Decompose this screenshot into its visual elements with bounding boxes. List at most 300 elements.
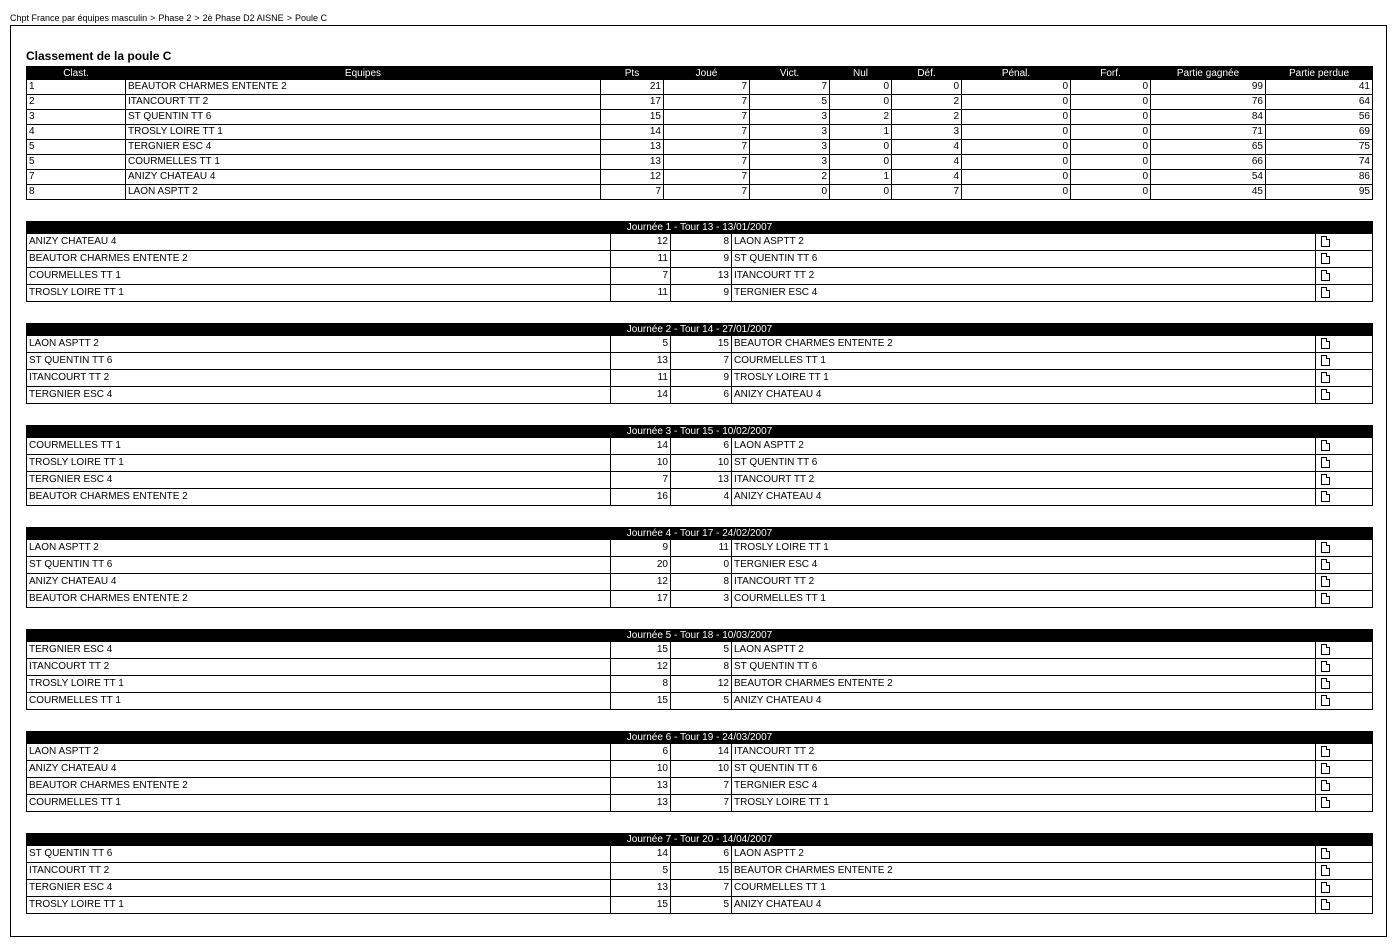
home-team-cell[interactable]: TROSLY LOIRE TT 1 — [27, 455, 611, 472]
home-team-cell[interactable]: COURMELLES TT 1 — [27, 795, 611, 812]
away-team-cell[interactable]: COURMELLES TT 1 — [732, 591, 1316, 608]
document-icon[interactable] — [1321, 899, 1330, 910]
stat-cell: 76 — [1151, 95, 1266, 110]
match-row — [27, 778, 1373, 795]
team-name-cell[interactable]: LAON ASPTT 2 — [126, 185, 601, 200]
match-sheet-cell — [1316, 778, 1373, 795]
document-icon[interactable] — [1321, 882, 1330, 893]
team-name-cell[interactable]: ANIZY CHATEAU 4 — [126, 170, 601, 185]
home-score-cell: 16 — [611, 489, 671, 506]
home-score-cell: 9 — [611, 540, 671, 557]
home-score-cell: 13 — [611, 795, 671, 812]
stat-cell: 0 — [962, 140, 1071, 155]
stat-cell: 1 — [830, 125, 892, 140]
breadcrumb-item: Poule C — [294, 13, 327, 23]
page-title: Classement de la poule C — [26, 49, 172, 63]
document-icon[interactable] — [1321, 644, 1330, 655]
away-team-cell[interactable]: TROSLY LOIRE TT 1 — [732, 540, 1316, 557]
away-score-cell: 13 — [671, 268, 732, 285]
breadcrumb-item[interactable]: 2è Phase D2 AISNE — [202, 13, 284, 23]
ranking-column-header: Forf. — [1071, 67, 1151, 80]
ranking-column-header: Pts — [601, 67, 664, 80]
stat-cell: 13 — [601, 140, 664, 155]
home-score-cell: 15 — [611, 642, 671, 659]
document-icon[interactable] — [1321, 287, 1330, 298]
away-team-cell[interactable]: TERGNIER ESC 4 — [732, 778, 1316, 795]
stat-cell: 12 — [601, 170, 664, 185]
stat-cell: 17 — [601, 95, 664, 110]
stat-cell: 3 — [892, 125, 962, 140]
home-team-cell[interactable]: LAON ASPTT 2 — [27, 540, 611, 557]
document-icon[interactable] — [1321, 389, 1330, 400]
stat-cell: 0 — [1071, 110, 1151, 125]
round-table — [26, 833, 1373, 914]
breadcrumb-separator: > — [194, 13, 200, 23]
away-score-cell: 10 — [671, 761, 732, 778]
stat-cell: 95 — [1266, 185, 1373, 200]
home-team-cell[interactable]: TERGNIER ESC 4 — [27, 880, 611, 897]
away-team-cell[interactable]: ANIZY CHATEAU 4 — [732, 693, 1316, 710]
home-score-cell: 12 — [611, 659, 671, 676]
home-score-cell: 20 — [611, 557, 671, 574]
match-sheet-cell — [1316, 438, 1373, 455]
rank-cell: 8 — [27, 185, 126, 200]
away-score-cell: 9 — [671, 251, 732, 268]
home-score-cell: 5 — [611, 336, 671, 353]
home-team-cell[interactable]: ST QUENTIN TT 6 — [27, 353, 611, 370]
round-title: Journée 7 - Tour 20 - 14/04/2007 — [27, 834, 1373, 846]
home-score-cell: 5 — [611, 863, 671, 880]
away-score-cell: 15 — [671, 863, 732, 880]
document-icon[interactable] — [1321, 338, 1330, 349]
match-row — [27, 591, 1373, 608]
stat-cell: 7 — [664, 185, 750, 200]
team-name-cell[interactable]: TROSLY LOIRE TT 1 — [126, 125, 601, 140]
match-row — [27, 761, 1373, 778]
rank-cell: 5 — [27, 155, 126, 170]
away-team-cell[interactable]: ITANCOURT TT 2 — [732, 744, 1316, 761]
document-icon[interactable] — [1321, 695, 1330, 706]
ranking-row — [27, 110, 1373, 125]
match-sheet-cell — [1316, 489, 1373, 506]
match-row — [27, 472, 1373, 489]
away-team-cell[interactable]: LAON ASPTT 2 — [732, 642, 1316, 659]
away-team-cell[interactable]: ITANCOURT TT 2 — [732, 472, 1316, 489]
stat-cell: 4 — [892, 155, 962, 170]
stat-cell: 0 — [962, 80, 1071, 95]
ranking-column-header: Vict. — [750, 67, 830, 80]
stat-cell: 45 — [1151, 185, 1266, 200]
stat-cell: 0 — [962, 185, 1071, 200]
match-sheet-cell — [1316, 387, 1373, 404]
away-score-cell: 6 — [671, 846, 732, 863]
stat-cell: 41 — [1266, 80, 1373, 95]
match-sheet-cell — [1316, 846, 1373, 863]
home-score-cell: 7 — [611, 472, 671, 489]
home-team-cell[interactable]: BEAUTOR CHARMES ENTENTE 2 — [27, 591, 611, 608]
stat-cell: 2 — [830, 110, 892, 125]
home-team-cell[interactable]: ST QUENTIN TT 6 — [27, 557, 611, 574]
match-sheet-cell — [1316, 676, 1373, 693]
match-row — [27, 285, 1373, 302]
home-score-cell: 11 — [611, 251, 671, 268]
home-score-cell: 17 — [611, 591, 671, 608]
ranking-row — [27, 155, 1373, 170]
stat-cell: 0 — [1071, 80, 1151, 95]
document-icon[interactable] — [1321, 542, 1330, 553]
stat-cell: 14 — [601, 125, 664, 140]
away-score-cell: 8 — [671, 574, 732, 591]
home-score-cell: 13 — [611, 778, 671, 795]
stat-cell: 4 — [892, 170, 962, 185]
stat-cell: 2 — [750, 170, 830, 185]
away-score-cell: 12 — [671, 676, 732, 693]
away-team-cell[interactable]: TERGNIER ESC 4 — [732, 285, 1316, 302]
rank-cell: 2 — [27, 95, 126, 110]
stat-cell: 7 — [664, 80, 750, 95]
away-score-cell: 7 — [671, 880, 732, 897]
home-team-cell[interactable]: ITANCOURT TT 2 — [27, 659, 611, 676]
stat-cell: 7 — [664, 140, 750, 155]
document-icon[interactable] — [1321, 457, 1330, 468]
round-table — [26, 731, 1373, 812]
home-team-cell[interactable]: ITANCOURT TT 2 — [27, 370, 611, 387]
home-score-cell: 7 — [611, 268, 671, 285]
home-team-cell[interactable]: BEAUTOR CHARMES ENTENTE 2 — [27, 251, 611, 268]
stat-cell: 7 — [601, 185, 664, 200]
document-icon[interactable] — [1321, 440, 1330, 451]
home-team-cell[interactable]: ITANCOURT TT 2 — [27, 863, 611, 880]
document-icon[interactable] — [1321, 865, 1330, 876]
stat-cell: 0 — [1071, 140, 1151, 155]
match-row — [27, 642, 1373, 659]
ranking-column-header: Nul — [830, 67, 892, 80]
document-icon[interactable] — [1321, 780, 1330, 791]
home-team-cell[interactable]: COURMELLES TT 1 — [27, 268, 611, 285]
match-sheet-cell — [1316, 880, 1373, 897]
match-sheet-cell — [1316, 642, 1373, 659]
away-team-cell[interactable]: TROSLY LOIRE TT 1 — [732, 370, 1316, 387]
home-score-cell: 13 — [611, 880, 671, 897]
match-row — [27, 795, 1373, 812]
stat-cell: 4 — [892, 140, 962, 155]
stat-cell: 3 — [750, 125, 830, 140]
stat-cell: 13 — [601, 155, 664, 170]
round-title: Journée 5 - Tour 18 - 10/03/2007 — [27, 630, 1373, 642]
away-score-cell: 13 — [671, 472, 732, 489]
match-row — [27, 251, 1373, 268]
document-icon[interactable] — [1321, 474, 1330, 485]
match-sheet-cell — [1316, 234, 1373, 251]
away-score-cell: 5 — [671, 897, 732, 914]
stat-cell: 21 — [601, 80, 664, 95]
away-team-cell[interactable]: BEAUTOR CHARMES ENTENTE 2 — [732, 863, 1316, 880]
match-row — [27, 693, 1373, 710]
match-row — [27, 863, 1373, 880]
stat-cell: 15 — [601, 110, 664, 125]
home-score-cell: 10 — [611, 761, 671, 778]
away-team-cell[interactable]: ST QUENTIN TT 6 — [732, 251, 1316, 268]
stat-cell: 3 — [750, 110, 830, 125]
home-score-cell: 13 — [611, 353, 671, 370]
round-table — [26, 425, 1373, 506]
home-team-cell[interactable]: TERGNIER ESC 4 — [27, 642, 611, 659]
stat-cell: 66 — [1151, 155, 1266, 170]
match-row — [27, 846, 1373, 863]
home-score-cell: 15 — [611, 693, 671, 710]
stat-cell: 0 — [830, 80, 892, 95]
stat-cell: 0 — [962, 95, 1071, 110]
away-team-cell[interactable]: ANIZY CHATEAU 4 — [732, 489, 1316, 506]
away-team-cell[interactable]: COURMELLES TT 1 — [732, 353, 1316, 370]
document-icon[interactable] — [1321, 848, 1330, 859]
document-icon[interactable] — [1321, 253, 1330, 264]
match-sheet-cell — [1316, 285, 1373, 302]
ranking-column-header: Joué — [664, 67, 750, 80]
team-name-cell[interactable]: TERGNIER ESC 4 — [126, 140, 601, 155]
away-score-cell: 7 — [671, 778, 732, 795]
stat-cell: 7 — [892, 185, 962, 200]
match-row — [27, 744, 1373, 761]
round-title: Journée 4 - Tour 17 - 24/02/2007 — [27, 528, 1373, 540]
stat-cell: 69 — [1266, 125, 1373, 140]
stat-cell: 7 — [664, 170, 750, 185]
home-score-cell: 14 — [611, 387, 671, 404]
round-table — [26, 323, 1373, 404]
stat-cell: 0 — [750, 185, 830, 200]
home-score-cell: 11 — [611, 370, 671, 387]
rank-cell: 1 — [27, 80, 126, 95]
stat-cell: 64 — [1266, 95, 1373, 110]
away-team-cell[interactable]: LAON ASPTT 2 — [732, 438, 1316, 455]
away-team-cell[interactable]: BEAUTOR CHARMES ENTENTE 2 — [732, 336, 1316, 353]
ranking-column-header: Pénal. — [962, 67, 1071, 80]
home-score-cell: 8 — [611, 676, 671, 693]
match-row — [27, 489, 1373, 506]
stat-cell: 74 — [1266, 155, 1373, 170]
stat-cell: 0 — [1071, 155, 1151, 170]
round-title: Journée 6 - Tour 19 - 24/03/2007 — [27, 732, 1373, 744]
rank-cell: 4 — [27, 125, 126, 140]
stat-cell: 65 — [1151, 140, 1266, 155]
stat-cell: 1 — [830, 170, 892, 185]
breadcrumb-separator: > — [150, 13, 156, 23]
round-title: Journée 2 - Tour 14 - 27/01/2007 — [27, 324, 1373, 336]
breadcrumb — [10, 13, 327, 23]
ranking-table — [26, 66, 1373, 200]
match-row — [27, 574, 1373, 591]
ranking-row — [27, 185, 1373, 200]
away-team-cell[interactable]: ST QUENTIN TT 6 — [732, 455, 1316, 472]
document-icon[interactable] — [1321, 576, 1330, 587]
document-icon[interactable] — [1321, 270, 1330, 281]
document-icon[interactable] — [1321, 491, 1330, 502]
round-table — [26, 629, 1373, 710]
document-icon[interactable] — [1321, 559, 1330, 570]
away-team-cell[interactable]: ITANCOURT TT 2 — [732, 268, 1316, 285]
away-score-cell: 7 — [671, 353, 732, 370]
stat-cell: 0 — [1071, 170, 1151, 185]
away-score-cell: 5 — [671, 642, 732, 659]
home-score-cell: 14 — [611, 438, 671, 455]
team-name-cell[interactable]: ST QUENTIN TT 6 — [126, 110, 601, 125]
stat-cell: 0 — [1071, 125, 1151, 140]
match-sheet-cell — [1316, 591, 1373, 608]
stat-cell: 0 — [830, 185, 892, 200]
stat-cell: 0 — [830, 155, 892, 170]
home-team-cell[interactable]: TERGNIER ESC 4 — [27, 472, 611, 489]
away-score-cell: 7 — [671, 795, 732, 812]
match-row — [27, 353, 1373, 370]
breadcrumb-item[interactable]: Chpt France par équipes masculin — [10, 13, 148, 23]
away-team-cell[interactable]: COURMELLES TT 1 — [732, 880, 1316, 897]
away-team-cell[interactable]: ANIZY CHATEAU 4 — [732, 387, 1316, 404]
away-team-cell[interactable]: LAON ASPTT 2 — [732, 846, 1316, 863]
match-sheet-cell — [1316, 472, 1373, 489]
team-name-cell[interactable]: COURMELLES TT 1 — [126, 155, 601, 170]
stat-cell: 0 — [892, 80, 962, 95]
stat-cell: 71 — [1151, 125, 1266, 140]
home-score-cell: 6 — [611, 744, 671, 761]
stat-cell: 7 — [664, 155, 750, 170]
stat-cell: 86 — [1266, 170, 1373, 185]
home-score-cell: 12 — [611, 574, 671, 591]
away-score-cell: 15 — [671, 336, 732, 353]
stat-cell: 7 — [664, 95, 750, 110]
home-team-cell[interactable]: COURMELLES TT 1 — [27, 438, 611, 455]
ranking-header-row — [27, 67, 1373, 80]
home-score-cell: 10 — [611, 455, 671, 472]
home-team-cell[interactable]: LAON ASPTT 2 — [27, 336, 611, 353]
away-score-cell: 11 — [671, 540, 732, 557]
home-score-cell: 12 — [611, 234, 671, 251]
document-icon[interactable] — [1321, 593, 1330, 604]
match-row — [27, 438, 1373, 455]
stat-cell: 56 — [1266, 110, 1373, 125]
match-row — [27, 336, 1373, 353]
stat-cell: 0 — [830, 140, 892, 155]
match-sheet-cell — [1316, 744, 1373, 761]
stat-cell: 84 — [1151, 110, 1266, 125]
document-icon[interactable] — [1321, 746, 1330, 757]
match-sheet-cell — [1316, 455, 1373, 472]
away-team-cell[interactable]: ST QUENTIN TT 6 — [732, 761, 1316, 778]
away-score-cell: 14 — [671, 744, 732, 761]
home-team-cell[interactable]: ANIZY CHATEAU 4 — [27, 574, 611, 591]
round-table — [26, 527, 1373, 608]
match-sheet-cell — [1316, 557, 1373, 574]
ranking-column-header: Clast. — [27, 67, 126, 80]
document-icon[interactable] — [1321, 236, 1330, 247]
home-team-cell[interactable]: BEAUTOR CHARMES ENTENTE 2 — [27, 778, 611, 795]
away-score-cell: 5 — [671, 693, 732, 710]
home-team-cell[interactable]: ANIZY CHATEAU 4 — [27, 234, 611, 251]
stat-cell: 3 — [750, 155, 830, 170]
stat-cell: 7 — [664, 125, 750, 140]
breadcrumb-item[interactable]: Phase 2 — [158, 13, 192, 23]
ranking-row — [27, 125, 1373, 140]
match-sheet-cell — [1316, 863, 1373, 880]
stat-cell: 0 — [962, 170, 1071, 185]
away-team-cell[interactable]: TROSLY LOIRE TT 1 — [732, 795, 1316, 812]
away-team-cell[interactable]: BEAUTOR CHARMES ENTENTE 2 — [732, 676, 1316, 693]
away-team-cell[interactable]: ANIZY CHATEAU 4 — [732, 897, 1316, 914]
home-team-cell[interactable]: BEAUTOR CHARMES ENTENTE 2 — [27, 489, 611, 506]
home-team-cell[interactable]: LAON ASPTT 2 — [27, 744, 611, 761]
stat-cell: 0 — [962, 110, 1071, 125]
away-score-cell: 9 — [671, 370, 732, 387]
document-icon[interactable] — [1321, 678, 1330, 689]
document-icon[interactable] — [1321, 763, 1330, 774]
home-team-cell[interactable]: TROSLY LOIRE TT 1 — [27, 285, 611, 302]
match-row — [27, 540, 1373, 557]
document-icon[interactable] — [1321, 355, 1330, 366]
stat-cell: 0 — [962, 155, 1071, 170]
round-title: Journée 1 - Tour 13 - 13/01/2007 — [27, 222, 1373, 234]
home-team-cell[interactable]: COURMELLES TT 1 — [27, 693, 611, 710]
away-score-cell: 8 — [671, 659, 732, 676]
match-sheet-cell — [1316, 693, 1373, 710]
match-sheet-cell — [1316, 268, 1373, 285]
ranking-column-header: Déf. — [892, 67, 962, 80]
home-score-cell: 15 — [611, 897, 671, 914]
home-score-cell: 14 — [611, 846, 671, 863]
home-team-cell[interactable]: TROSLY LOIRE TT 1 — [27, 676, 611, 693]
stat-cell: 75 — [1266, 140, 1373, 155]
away-team-cell[interactable]: ITANCOURT TT 2 — [732, 574, 1316, 591]
home-team-cell[interactable]: ST QUENTIN TT 6 — [27, 846, 611, 863]
stat-cell: 7 — [750, 80, 830, 95]
round-title: Journée 3 - Tour 15 - 10/02/2007 — [27, 426, 1373, 438]
match-row — [27, 676, 1373, 693]
stat-cell: 3 — [750, 140, 830, 155]
home-team-cell[interactable]: ANIZY CHATEAU 4 — [27, 761, 611, 778]
round-table — [26, 221, 1373, 302]
match-row — [27, 880, 1373, 897]
rank-cell: 5 — [27, 140, 126, 155]
match-sheet-cell — [1316, 251, 1373, 268]
document-icon[interactable] — [1321, 661, 1330, 672]
stat-cell: 0 — [1071, 185, 1151, 200]
match-sheet-cell — [1316, 574, 1373, 591]
document-icon[interactable] — [1321, 797, 1330, 808]
match-row — [27, 268, 1373, 285]
stat-cell: 2 — [892, 110, 962, 125]
away-score-cell: 9 — [671, 285, 732, 302]
rank-cell: 7 — [27, 170, 126, 185]
ranking-column-header: Equipes — [126, 67, 601, 80]
match-sheet-cell — [1316, 795, 1373, 812]
match-sheet-cell — [1316, 897, 1373, 914]
team-name-cell[interactable]: ITANCOURT TT 2 — [126, 95, 601, 110]
match-row — [27, 387, 1373, 404]
match-row — [27, 370, 1373, 387]
match-row — [27, 897, 1373, 914]
stat-cell: 54 — [1151, 170, 1266, 185]
ranking-row — [27, 95, 1373, 110]
away-team-cell[interactable]: LAON ASPTT 2 — [732, 234, 1316, 251]
away-score-cell: 3 — [671, 591, 732, 608]
document-icon[interactable] — [1321, 372, 1330, 383]
team-name-cell[interactable]: BEAUTOR CHARMES ENTENTE 2 — [126, 80, 601, 95]
stat-cell: 5 — [750, 95, 830, 110]
match-sheet-cell — [1316, 370, 1373, 387]
away-team-cell[interactable]: ST QUENTIN TT 6 — [732, 659, 1316, 676]
away-team-cell[interactable]: TERGNIER ESC 4 — [732, 557, 1316, 574]
away-score-cell: 8 — [671, 234, 732, 251]
home-team-cell[interactable]: TROSLY LOIRE TT 1 — [27, 897, 611, 914]
home-team-cell[interactable]: TERGNIER ESC 4 — [27, 387, 611, 404]
